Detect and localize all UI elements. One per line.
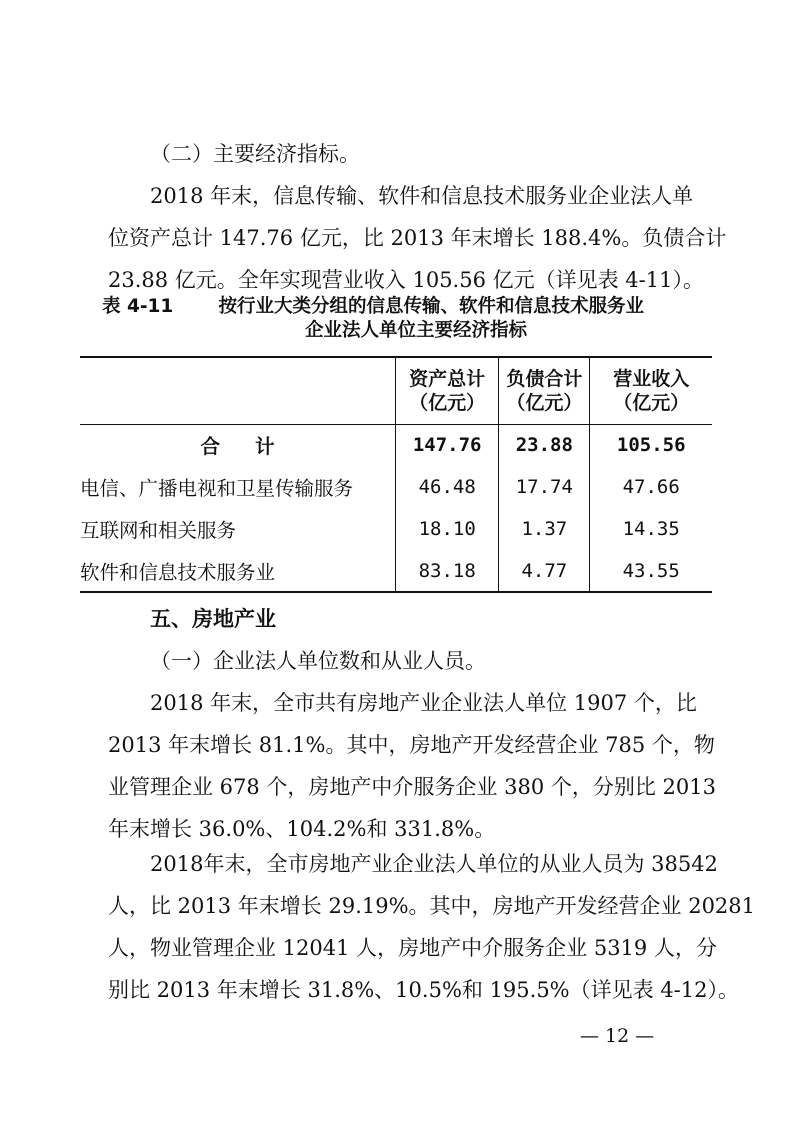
cell-revenue: 105.56 — [590, 424, 712, 466]
table-bottom-rule — [80, 591, 712, 593]
subheading-text: （二）主要经济指标。 — [150, 142, 360, 166]
cell-liabilities: 23.88 — [499, 424, 590, 466]
table-number: 表 4-11 — [102, 296, 174, 317]
header-blank-cell — [80, 358, 396, 424]
paragraph-units — [108, 682, 716, 850]
table-row-total — [80, 424, 712, 466]
paragraph-line: 23.88 亿元。全年实现营业收入 105.56 亿元（详见表 4-11）。 — [108, 268, 704, 292]
cell-assets: 83.18 — [396, 550, 499, 592]
paragraph-line: 年末增长 36.0%、104.2%和 331.8%。 — [108, 817, 496, 841]
paragraph-economic-indicators — [108, 175, 727, 301]
cell-assets: 46.48 — [396, 466, 499, 508]
table-title-line1: 按行业大类分组的信息传输、软件和信息技术服务业 — [218, 296, 644, 317]
header-revenue — [590, 358, 712, 424]
header-line: 资产总计 — [409, 367, 486, 390]
paragraph-line: 人，物业管理企业 12041 人，房地产中介服务企业 5319 人，分 — [108, 936, 717, 960]
economic-indicators-table — [80, 358, 712, 592]
table-caption — [80, 295, 712, 343]
header-assets — [396, 358, 499, 424]
paragraph-line: 2018 年末，全市共有房地产业企业法人单位 1907 个，比 — [150, 691, 697, 715]
cell-revenue: 47.66 — [590, 466, 712, 508]
table-row — [80, 508, 712, 550]
paragraph-line: 2018年末，全市房地产业企业法人单位的从业人员为 38542 — [150, 852, 718, 876]
cell-revenue: 14.35 — [590, 508, 712, 550]
paragraph-line: 2018 年末，信息传输、软件和信息技术服务业企业法人单 — [150, 184, 694, 208]
row-label: 电信、广播电视和卫星传输服务 — [80, 477, 354, 500]
paragraph-line: 业管理企业 678 个，房地产中介服务企业 380 个，分别比 2013 — [108, 775, 716, 799]
page-number: — 12 — — [580, 1025, 655, 1047]
table-row — [80, 466, 712, 508]
paragraph-line: 位资产总计 147.76 亿元，比 2013 年末增长 188.4%。负债合计 — [108, 226, 727, 250]
cell-liabilities: 17.74 — [499, 466, 590, 508]
table-title-line2: 企业法人单位主要经济指标 — [304, 320, 527, 341]
paragraph-line: 人，比 2013 年末增长 29.19%。其中，房地产开发经营企业 20281 — [108, 894, 756, 918]
row-label: 软件和信息技术服务业 — [80, 561, 276, 584]
paragraph-staff — [108, 843, 756, 1011]
cell-revenue: 43.55 — [590, 550, 712, 592]
table-header-row — [80, 358, 712, 424]
table-row — [80, 550, 712, 592]
header-liabilities — [499, 358, 590, 424]
header-unit: （亿元） — [506, 391, 583, 414]
section-heading-real-estate: 五、房地产业 — [150, 607, 276, 631]
cell-assets: 18.10 — [396, 508, 499, 550]
subheading-units-staff — [150, 640, 690, 682]
header-line: 营业收入 — [613, 367, 690, 390]
subheading-economic-indicators — [150, 133, 690, 175]
row-label: 互联网和相关服务 — [80, 519, 237, 542]
header-unit: （亿元） — [409, 391, 486, 414]
cell-assets: 147.76 — [396, 424, 499, 466]
cell-liabilities: 1.37 — [499, 508, 590, 550]
row-label: 合计 — [200, 435, 310, 459]
subheading-text: （一）企业法人单位数和从业人员。 — [150, 649, 486, 673]
paragraph-line: 别比 2013 年末增长 31.8%、10.5%和 195.5%（详见表 4-12）。 — [108, 978, 739, 1002]
header-unit: （亿元） — [613, 391, 690, 414]
header-line: 负债合计 — [506, 367, 583, 390]
cell-liabilities: 4.77 — [499, 550, 590, 592]
paragraph-line: 2013 年末增长 81.1%。其中，房地产开发经营企业 785 个，物 — [108, 733, 715, 757]
